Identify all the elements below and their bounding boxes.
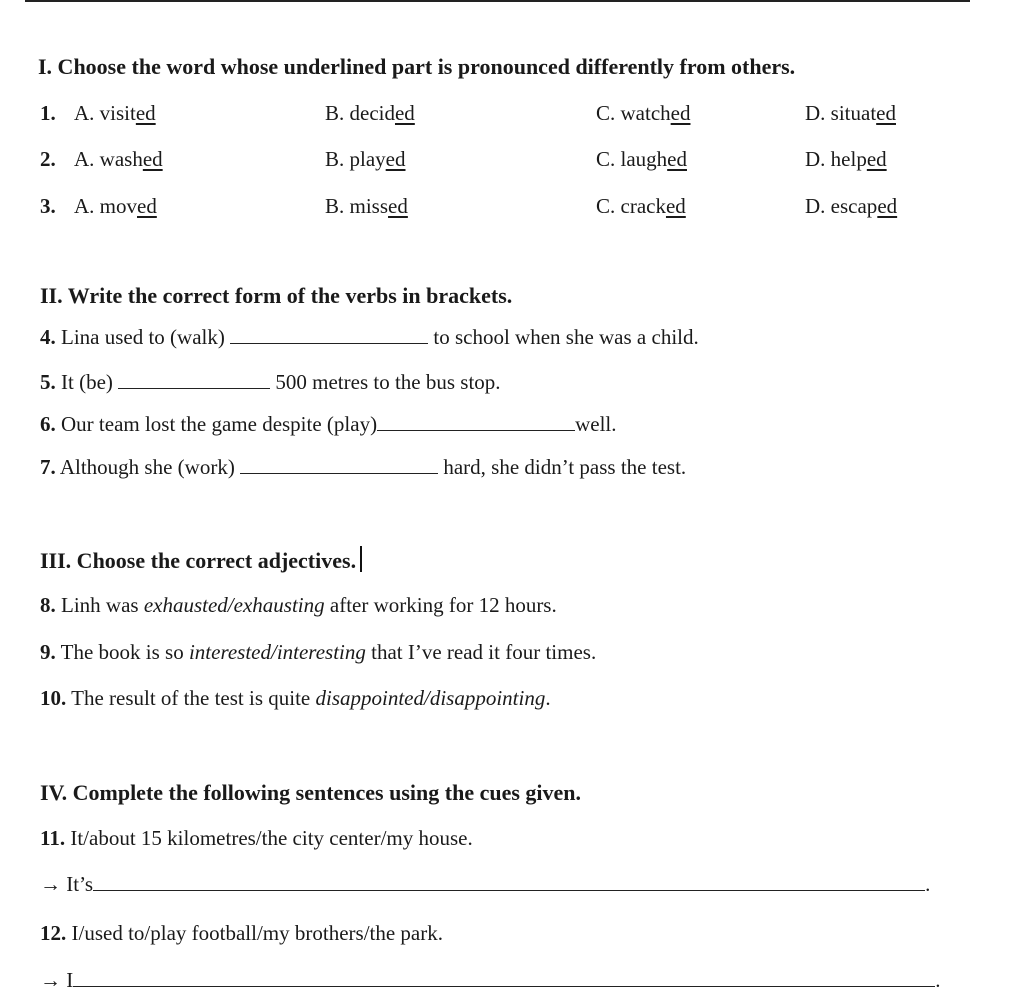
section-3-title: III. Choose the correct adjectives. (40, 546, 362, 574)
question-11-cue (40, 826, 473, 851)
answer-blank[interactable] (240, 455, 438, 474)
question-8: 8. Linh was exhausted/exhausting after working for 12 hours. (40, 593, 557, 617)
underlined-part: ed (394, 101, 415, 125)
underlined-part: ed (142, 147, 163, 171)
question-number: 9. (40, 640, 56, 664)
question-5 (40, 370, 501, 395)
cue-text: It/about 15 kilometres/the city center/my house. (70, 826, 473, 850)
option-c[interactable]: C. laughed (596, 147, 687, 171)
section-2-title: II. Write the correct form of the verbs in brackets. (40, 283, 513, 308)
section-1-title: I. Choose the word whose underlined part is pronounced differently from others. (38, 54, 796, 79)
underlined-part: ed (385, 147, 406, 171)
answer-line[interactable] (93, 872, 925, 891)
question-text-after: 500 metres to the bus stop. (270, 370, 501, 394)
option-a[interactable]: A. washed (74, 147, 163, 171)
answer-blank[interactable] (118, 370, 270, 389)
option-d[interactable]: D. helped (805, 147, 887, 171)
option-b[interactable]: B. decided (325, 101, 415, 125)
question-number: 6. (40, 412, 56, 436)
option-b[interactable]: B. missed (325, 194, 408, 218)
adjective-choice[interactable]: exhausted/exhausting (143, 593, 325, 617)
question-7 (40, 455, 686, 480)
question-9: 9. The book is so interested/interesting that I’ve read it four times. (40, 640, 597, 664)
underlined-part: ed (866, 147, 887, 171)
question-text-before: It (be) (61, 370, 119, 394)
arrow-icon: → (40, 872, 61, 896)
underlined-part: ed (877, 194, 898, 218)
option-a[interactable]: A. visited (74, 101, 156, 125)
section-4-title: IV. Complete the following sentences using the cues given. (40, 780, 582, 805)
question-text-after: hard, she didn’t pass the test. (438, 455, 687, 479)
option-a[interactable]: A. moved (74, 194, 157, 218)
question-number: 3. (40, 194, 56, 218)
option-d[interactable]: D. situated (805, 101, 896, 125)
option-b[interactable]: B. played (325, 147, 406, 171)
option-d[interactable]: D. escaped (805, 194, 898, 218)
question-4 (40, 325, 699, 350)
option-c[interactable]: C. watched (596, 101, 691, 125)
question-number: 11. (40, 826, 66, 850)
question-number: 10. (40, 686, 67, 710)
adjective-choice[interactable]: disappointed/disappointing (315, 686, 546, 710)
question-text-after: well. (575, 412, 617, 436)
question-text-before: Although she (work) (59, 455, 241, 479)
question-number: 12. (40, 921, 67, 945)
top-border-line (25, 0, 970, 2)
question-text-before: Lina used to (walk) (61, 325, 231, 349)
underlined-part: ed (135, 101, 156, 125)
underlined-part: ed (667, 147, 687, 171)
question-10: 10. The result of the test is quite disappointed/disappointing. (40, 686, 551, 710)
question-12-answer: → I . (40, 968, 941, 992)
answer-blank[interactable] (377, 412, 575, 431)
question-number: 8. (40, 593, 56, 617)
underlined-part: ed (665, 194, 686, 218)
question-11-answer: → It’s . (40, 872, 931, 896)
question-number: 1. (40, 101, 56, 125)
question-number: 5. (40, 370, 56, 394)
cue-text: I/used to/play football/my brothers/the park. (71, 921, 443, 945)
arrow-icon: → (40, 968, 61, 992)
answer-blank[interactable] (230, 325, 428, 344)
underlined-part: ed (137, 194, 157, 218)
question-text-before: Our team lost the game despite (play) (61, 412, 378, 436)
question-number: 4. (40, 325, 56, 349)
question-number: 7. (40, 455, 56, 479)
underlined-part: ed (670, 101, 691, 125)
text-cursor (360, 546, 362, 572)
underlined-part: ed (388, 194, 408, 218)
question-6 (40, 412, 616, 437)
answer-line[interactable] (73, 968, 935, 987)
underlined-part: ed (876, 101, 896, 125)
question-text-after: to school when she was a child. (428, 325, 699, 349)
adjective-choice[interactable]: interested/interesting (188, 640, 366, 664)
question-12-cue (40, 921, 443, 946)
option-c[interactable]: C. cracked (596, 194, 686, 218)
question-number: 2. (40, 147, 56, 171)
